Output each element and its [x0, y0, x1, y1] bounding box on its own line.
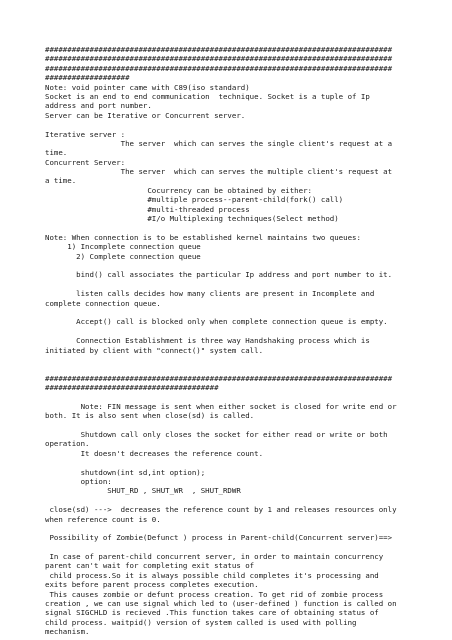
text-line: bind() call associates the particular Ip address and port number to it.: [45, 270, 393, 280]
text-line: The server which can serves the multiple client's request at: [45, 167, 393, 177]
text-line: This causes zombie or defunt process creation. To get rid of zombie process: [45, 589, 384, 599]
text-line: #######################################: [45, 383, 219, 393]
text-line: time.: [45, 148, 68, 158]
text-line: Note: When connection is to be established kernel maintains two queues:: [45, 232, 361, 242]
text-line: [45, 355, 415, 364]
text-line: [45, 223, 415, 232]
text-line: #multi-threaded process: [45, 204, 250, 214]
text-line: Note: FIN message is sent when either socket is closed for write end or: [45, 401, 397, 411]
text-line: 2) Complete connection queue: [45, 251, 201, 261]
text-line: a time.: [45, 176, 77, 186]
text-line: #multiple process--parent-child(fork() call): [45, 195, 344, 205]
text-line: 1) Incomplete connection queue: [45, 242, 201, 252]
text-line: [45, 496, 415, 505]
text-line: Note: void pointer came with C89(iso standard): [45, 82, 250, 92]
text-line: [45, 261, 415, 270]
document-text: [45, 45, 415, 637]
text-line: shutdown(int sd,int option);: [45, 467, 206, 477]
text-line: address and port number.: [45, 101, 152, 111]
text-line: child process. waitpid() version of system called is used with polling: [45, 617, 357, 627]
text-line: Shutdown call only closes the socket for either read or write or both: [45, 430, 388, 440]
text-line: The server which can serves the single client's request at a: [45, 138, 393, 148]
text-line: ##############################################################################: [45, 54, 393, 64]
text-line: Iterative server :: [45, 129, 126, 139]
text-line: ##############################################################################: [45, 373, 393, 383]
text-line: #I/o Multiplexing techniques(Select method): [45, 214, 339, 224]
text-line: [45, 524, 415, 533]
text-line: Cocurrency can be obtained by either:: [45, 185, 312, 195]
text-line: SHUT_RD , SHUT_WR , SHUT_RDWR: [45, 486, 241, 496]
text-line: when reference count is 0.: [45, 514, 161, 524]
text-line: [45, 280, 415, 289]
text-line: [45, 392, 415, 401]
text-line: ###################: [45, 73, 130, 83]
text-line: [45, 421, 415, 430]
text-line: [45, 120, 415, 129]
text-line: Possibility of Zombie(Defunct ) process in Parent-child(Concurrent server)==>: [45, 533, 393, 543]
text-line: It doesn't decreases the reference count.: [45, 448, 264, 458]
text-line: Accept() call is blocked only when complete connection queue is empty.: [45, 317, 388, 327]
text-line: listen calls decides how many clients are present in Incomplete and: [45, 289, 375, 299]
text-line: Socket is an end to end communication technique. Socket is a tuple of Ip: [45, 91, 370, 101]
text-line: signal SIGCHLD is recieved .This function takes care of obtaining status of: [45, 608, 379, 618]
text-line: Connection Establishment is three way Handshaking process which is: [45, 336, 370, 346]
text-line: Server can be Iterative or Concurrent server.: [45, 110, 246, 120]
text-line: child process.So it is always possible child completes it's processing and: [45, 570, 379, 580]
text-line: parent can't wait for completing exit status of: [45, 561, 255, 571]
text-line: creation , we can use signal which led to (user-defined ) function is called on: [45, 599, 397, 609]
text-line: mechanism.: [45, 627, 90, 637]
text-line: [45, 327, 415, 336]
text-line: close(sd) ---> decreases the reference count by 1 and releases resources only: [45, 505, 397, 515]
text-line: [45, 308, 415, 317]
text-line: In case of parent-child concurrent server, in order to maintain concurrency: [45, 552, 384, 562]
text-line: ##############################################################################: [45, 63, 393, 73]
text-line: [45, 543, 415, 552]
text-line: exits before parent process completes execution.: [45, 580, 259, 590]
text-line: [45, 364, 415, 373]
text-line: both. It is also sent when close(sd) is called.: [45, 411, 255, 421]
text-line: [45, 458, 415, 467]
text-line: ##############################################################################: [45, 45, 393, 54]
text-line: option:: [45, 476, 112, 486]
text-line: initiated by client with "connect()" system call.: [45, 345, 264, 355]
text-line: Concurrent Server:: [45, 157, 126, 167]
text-line: operation.: [45, 439, 90, 449]
text-line: complete connection queue.: [45, 298, 161, 308]
